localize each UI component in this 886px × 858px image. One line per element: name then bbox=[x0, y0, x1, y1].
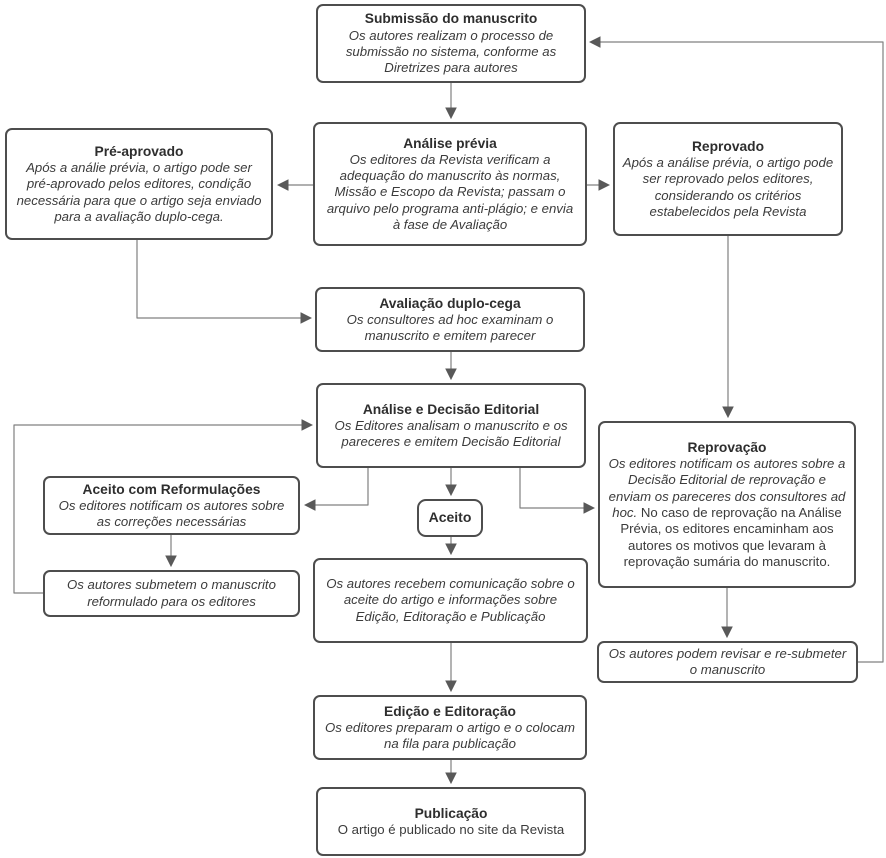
box-body: Após a análie prévia, o artigo pode ser pré-aprovado pelos editores, condição necessária para que o artigo seja enviado para a avaliação duplo-cega. bbox=[16, 159, 262, 224]
box-body-regular: No caso de reprovação na Análise Prévia, os editores encaminham aos autores os motivos que levaram à reprovação sumária do manuscrito. bbox=[620, 504, 842, 569]
box-body-italic: Os editores notificam os autores sobre a Decisão Editorial de reprovação e enviam os pareceres dos consultores ad hoc. bbox=[608, 455, 846, 520]
box-title: Avaliação duplo-cega bbox=[379, 295, 521, 311]
box-body: O artigo é publicado no site da Revista bbox=[337, 821, 565, 837]
box-submetem-reformulado bbox=[43, 570, 300, 617]
box-body: Após a análise prévia, o artigo pode ser reprovado pelos editores, considerando os critérios estabelecidos pela Revista bbox=[622, 154, 834, 219]
arrow-preaprovado-to-avaliacao bbox=[137, 240, 310, 318]
box-title: Submissão do manuscrito bbox=[364, 11, 538, 27]
box-avaliacao-duplo-cega bbox=[315, 287, 585, 352]
arrow-decisao-to-reprovacao bbox=[520, 468, 593, 508]
box-reprovado bbox=[613, 122, 843, 236]
box-title: Aceito bbox=[428, 509, 472, 526]
box-recebem-comunicacao bbox=[313, 558, 588, 643]
box-aceito-com-reformulacoes bbox=[43, 476, 300, 535]
box-title: Reprovação bbox=[687, 439, 767, 455]
box-analise-decisao-editorial bbox=[316, 383, 586, 468]
box-body: Os editores notificam os autores sobre as correções necessárias bbox=[58, 497, 285, 530]
box-body: Os editores preparam o artigo e o colocam na fila para publicação bbox=[325, 719, 575, 752]
box-analise-previa bbox=[313, 122, 587, 246]
box-body: Os autores realizam o processo de submissão no sistema, conforme as Diretrizes para autores bbox=[345, 27, 557, 76]
box-body: Os autores submetem o manuscrito reformulado para os editores bbox=[67, 577, 276, 609]
box-aceito bbox=[417, 499, 483, 537]
box-revisar-resubmeter bbox=[597, 641, 858, 683]
box-edicao-editoracao bbox=[313, 695, 587, 760]
box-body: Os autores podem revisar e re-submeter o manuscrito bbox=[608, 645, 847, 677]
box-title: Reprovado bbox=[691, 138, 765, 154]
box-title: Aceito com Reformulações bbox=[82, 481, 261, 497]
box-body: Os Editores analisam o manuscrito e os pareceres e emitem Decisão Editorial bbox=[334, 417, 568, 450]
box-title: Publicação bbox=[414, 805, 488, 821]
box-title: Análise prévia bbox=[403, 135, 497, 151]
box-pre-aprovado bbox=[5, 128, 273, 240]
box-body: Os autores recebem comunicação sobre o aceite do artigo e informações sobre Edição, Editoração e Publicação bbox=[326, 575, 575, 624]
arrow-decisao-to-aceitoreform bbox=[306, 468, 368, 505]
box-title: Análise e Decisão Editorial bbox=[362, 401, 540, 417]
box-title: Edição e Editoração bbox=[384, 703, 516, 719]
box-title: Pré-aprovado bbox=[94, 143, 184, 159]
box-body: Os editores da Revista verificam a adequação do manuscrito às normas, Missão e Escopo da Revista; passam o arquivo pelo programa anti-plágio; e envia à fase de Avaliação bbox=[326, 151, 574, 233]
box-publicacao bbox=[316, 787, 586, 856]
box-body bbox=[607, 456, 847, 571]
box-reprovacao bbox=[598, 421, 856, 588]
box-submissao-manuscrito bbox=[316, 4, 586, 83]
box-body: Os consultores ad hoc examinam o manuscrito e emitem parecer bbox=[346, 311, 554, 344]
